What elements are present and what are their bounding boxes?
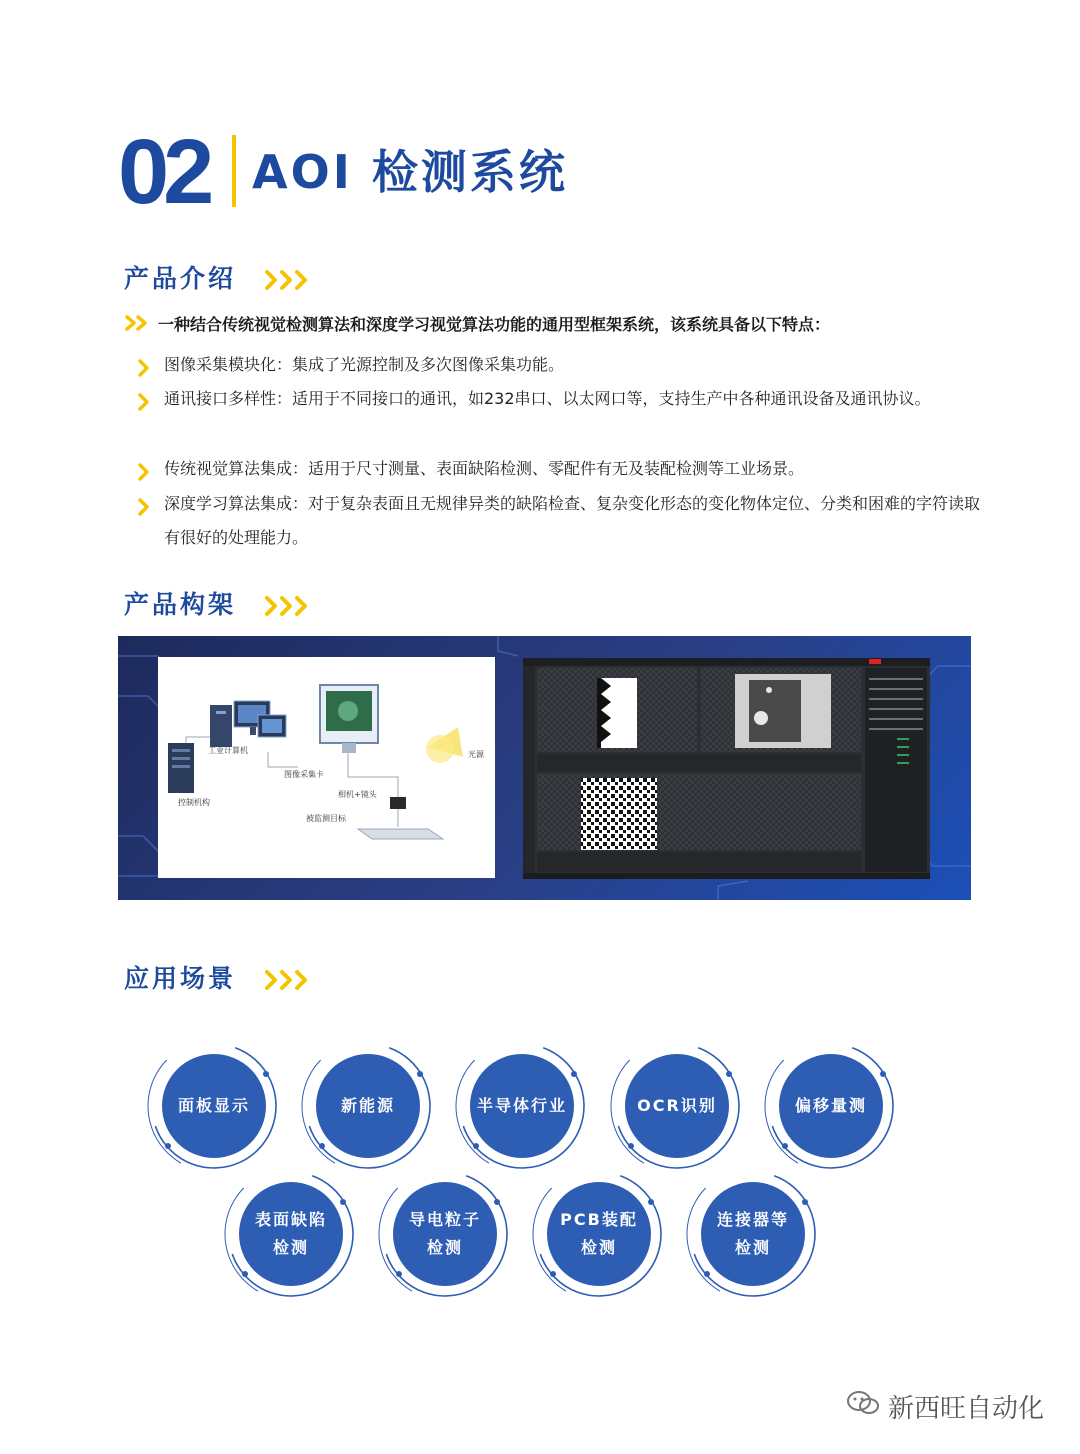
- application-label: [627, 1056, 727, 1156]
- application-label-line: OCR识别: [637, 1096, 717, 1115]
- system-diagram-icon: [158, 657, 495, 878]
- architecture-diagram: [158, 657, 495, 878]
- application-circle: [452, 1036, 592, 1176]
- section-heading-intro: [124, 262, 310, 296]
- feature-item: [138, 452, 988, 486]
- page-title: AOI 检测系统: [252, 145, 568, 199]
- watermark: [846, 1388, 1044, 1425]
- chevron-right-icon: [138, 389, 150, 423]
- application-label-line: 新能源: [340, 1096, 395, 1115]
- feature-text: 传统视觉算法集成：适用于尺寸测量、表面缺陷检测、零配件有无及装配检测等工业场景。: [164, 459, 805, 478]
- section-heading-architecture: [124, 588, 310, 622]
- label-light: 光源: [468, 750, 484, 759]
- heading-text: 产品构架: [124, 590, 237, 619]
- application-label-line: PCB装配: [560, 1210, 638, 1229]
- heading-text: 应用场景: [124, 964, 237, 993]
- application-label-line: 检测: [580, 1238, 617, 1257]
- label-target: 被监测目标: [306, 814, 346, 823]
- application-label: [318, 1056, 418, 1156]
- feature-text: 通讯接口多样性：适用于不同接口的通讯，如232串口、以太网口等，支持生产中各种通讯设备及通讯协议。: [164, 389, 931, 408]
- header-divider: [232, 135, 236, 207]
- application-circle: [761, 1036, 901, 1176]
- label-cabinet: 控制机构: [178, 798, 210, 807]
- application-circle: [375, 1164, 515, 1304]
- application-label-line: 检测: [426, 1238, 463, 1257]
- heading-text: 产品介绍: [124, 264, 237, 293]
- application-label-line: 面板显示: [177, 1096, 250, 1115]
- section-heading-applications: [124, 962, 310, 996]
- feature-text: 深度学习算法集成：对于复杂表面且无规律异类的缺陷检查、复杂变化形态的变化物体定位、分类和困难的字符读取有很好的处理能力。: [164, 494, 981, 547]
- inspection-software-icon: [523, 658, 930, 879]
- triple-chevron-icon: [264, 969, 310, 991]
- application-circle: [298, 1036, 438, 1176]
- label-camera: 相机+镜头: [338, 790, 377, 799]
- feature-text: 图像采集模块化：集成了光源控制及多次图像采集功能。: [164, 355, 565, 374]
- application-label: [472, 1056, 572, 1156]
- feature-item: [138, 382, 988, 416]
- application-label: [781, 1056, 881, 1156]
- feature-item: [138, 487, 988, 555]
- application-label-line: 检测: [734, 1238, 771, 1257]
- watermark-text: 新西旺自动化: [887, 1394, 1044, 1424]
- application-label: [549, 1184, 649, 1284]
- application-label: [395, 1184, 495, 1284]
- application-circle: [683, 1164, 823, 1304]
- application-circle: [221, 1164, 361, 1304]
- application-label-line: 半导体行业: [476, 1096, 567, 1115]
- intro-lead: [124, 312, 1004, 339]
- triple-chevron-icon: [264, 269, 310, 291]
- software-screenshot: [523, 658, 930, 879]
- feature-item: [138, 348, 988, 382]
- label-capture-card: 图像采集卡: [284, 770, 324, 779]
- chevron-right-icon: [138, 494, 150, 528]
- application-label-line: 连接器等: [716, 1210, 789, 1229]
- application-circle: [529, 1164, 669, 1304]
- application-label: [241, 1184, 341, 1284]
- label-pc: 工业计算机: [208, 746, 248, 755]
- intro-lead-text: 一种结合传统视觉检测算法和深度学习视觉算法功能的通用型框架系统，该系统具备以下特点：: [158, 315, 831, 334]
- application-label: [164, 1056, 264, 1156]
- application-circle: [607, 1036, 747, 1176]
- wechat-icon: [846, 1389, 880, 1424]
- application-circle: [144, 1036, 284, 1176]
- double-chevron-icon: [124, 313, 150, 339]
- section-number: 02: [118, 121, 209, 223]
- application-label-line: 偏移量测: [794, 1096, 867, 1115]
- triple-chevron-icon: [264, 595, 310, 617]
- application-label-line: 导电粒子: [408, 1210, 481, 1229]
- application-label-line: 检测: [272, 1238, 309, 1257]
- application-label: [703, 1184, 803, 1284]
- application-label-line: 表面缺陷: [254, 1210, 327, 1229]
